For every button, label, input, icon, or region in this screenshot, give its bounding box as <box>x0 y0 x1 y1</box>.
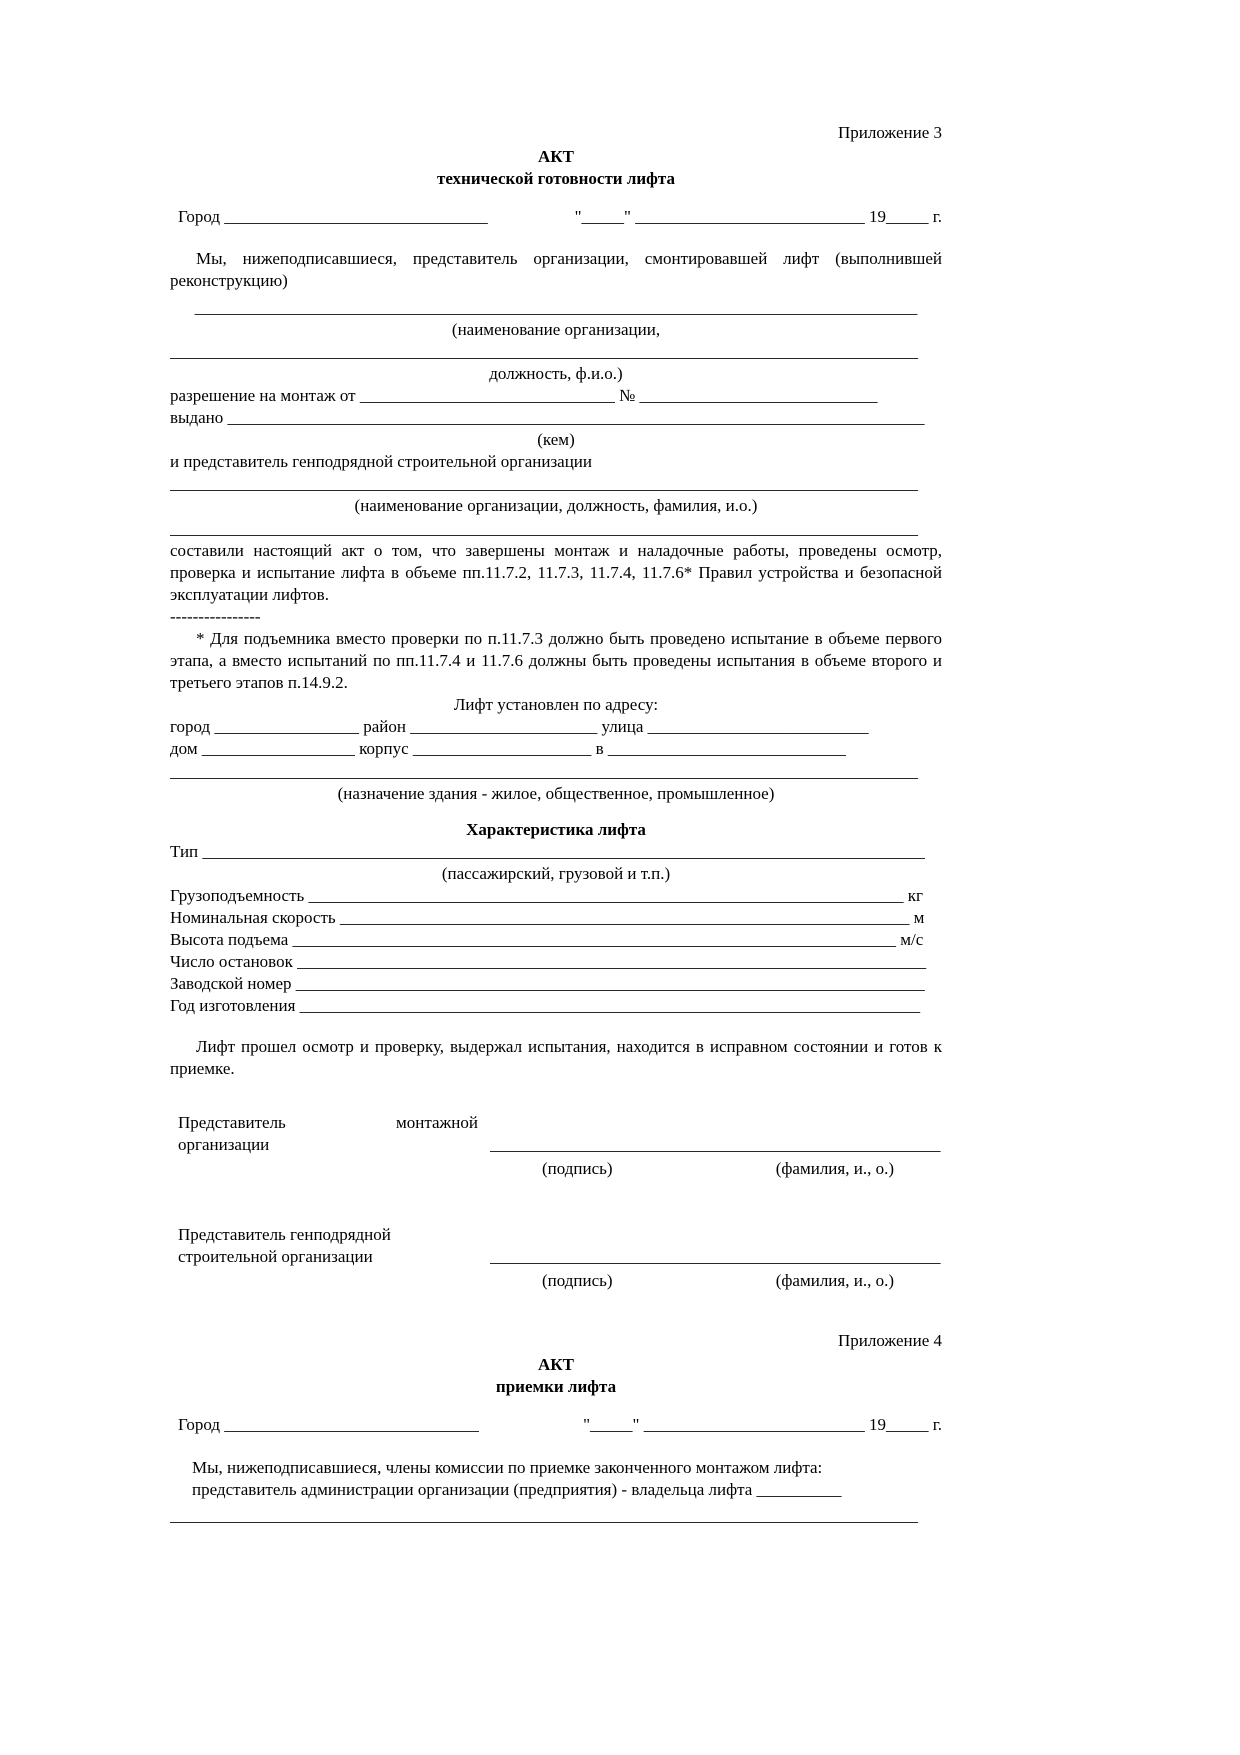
appendix-4-intro <box>170 1457 942 1501</box>
by-whom-caption: (кем) <box>537 430 575 450</box>
signature-block-1 <box>170 1112 942 1180</box>
signer-1-word-1: Представитель <box>178 1112 286 1132</box>
footnote-divider: ---------------- <box>170 606 261 626</box>
city-blank: Город _______________________________ <box>178 207 488 227</box>
issued-line: выдано __________________________________________________________________________________ <box>170 408 925 428</box>
contractor-line: и представитель генподрядной строительной организации <box>170 452 592 472</box>
signer-1-title <box>178 1112 478 1180</box>
intro-paragraph: Мы, нижеподписавшиеся, представитель организации, смонтировавшей лифт (выполнившей реконструкцию) <box>170 249 942 291</box>
signature-block-2 <box>170 1224 942 1292</box>
city-date-row-2 <box>170 1414 942 1436</box>
name-caption: (фамилия, и., о.) <box>775 1271 894 1291</box>
stops-line: Число остановок __________________________________________________________________________ <box>170 952 927 972</box>
act1-title: АКТ <box>538 147 574 167</box>
permit-line: разрешение на монтаж от ______________________________ № ____________________________ <box>170 385 878 405</box>
name-caption: (фамилия, и., о.) <box>775 1158 894 1178</box>
serial-line: Заводской номер __________________________________________________________________________ <box>170 974 925 994</box>
signer-1-signature-area <box>478 1134 942 1180</box>
position-blank-line: ________________________________________________________________________________________ <box>170 341 918 361</box>
signer-1-word-2: монтажной <box>396 1112 478 1132</box>
signature-caption: (подпись) <box>542 1158 613 1178</box>
height-line: Высота подъема _______________________________________________________________________ м/с <box>170 930 924 950</box>
appendix-4-label: Приложение 4 <box>838 1331 942 1351</box>
address-heading: Лифт установлен по адресу: <box>453 695 659 715</box>
characteristics-heading: Характеристика лифта <box>466 819 646 839</box>
signer-2-title <box>178 1224 478 1292</box>
signer-2-signature-area <box>478 1246 942 1292</box>
appendix-4-intro-line-1: Мы, нижеподписавшиеся, члены комиссии по приемке законченного монтажом лифта: <box>192 1457 823 1477</box>
building-purpose-caption: (назначение здания - жилое, общественное, промышленное) <box>337 783 775 803</box>
document-content <box>170 122 942 1527</box>
org-name-blank-line: _____________________________________________________________________________________ <box>194 297 918 317</box>
signer-2-title-line-2: строительной организации <box>178 1247 373 1267</box>
footnote-paragraph: * Для подъемника вместо проверки по п.11.7.3 должно быть проведено испытание в объеме первого этапа, а вместо испытаний по пп.11.7.4 и 11.7.6 должны быть проведены испытания в объеме второго и третьего этапов п.14.9.2. <box>170 628 942 693</box>
appendix-4-intro-line-2: представитель администрации организации (предприятия) - владельца лифта __________ <box>192 1479 842 1499</box>
capacity-line: Грузоподъемность ______________________________________________________________________ кг <box>170 886 923 905</box>
act2-title: АКТ <box>538 1355 574 1375</box>
type-caption: (пассажирский, грузовой и т.п.) <box>441 863 671 883</box>
city-blank: Город ______________________________ <box>178 1415 480 1435</box>
signer-2-captions <box>490 1268 942 1292</box>
signer-2-signature-line: _____________________________________________________ <box>490 1246 941 1266</box>
year-line: Год изготовления _________________________________________________________________________ <box>170 996 921 1016</box>
signer-1-captions <box>490 1156 942 1180</box>
address-line-1: город _________________ район ______________________ улица __________________________ <box>170 717 869 737</box>
type-line: Тип _____________________________________________________________________________________ <box>170 841 925 861</box>
contractor-caption: (наименование организации, должность, фамилия, и.о.) <box>354 496 758 516</box>
date-year-blank: "_____" __________________________ 19_____ г. <box>583 1415 942 1435</box>
act2-subtitle: приемки лифта <box>495 1377 617 1397</box>
position-caption: должность, ф.и.о.) <box>489 363 623 383</box>
signer-1-signature-line: _____________________________________________________ <box>490 1134 941 1154</box>
date-year-blank: "_____" ___________________________ 19_____ г. <box>574 207 942 227</box>
body-paragraph: составили настоящий акт о том, что завершены монтаж и наладочные работы, проведены осмотр, проверка и испытание лифта в объеме пп.11.7.2, 11.7.3, 11.7.4, 11.7.6* Правил устройства и безопасной эксплуатации лифтов. <box>170 540 942 604</box>
signer-1-title-line-1 <box>178 1112 478 1134</box>
appendix-4-blank-line: ________________________________________________________________________________________ <box>170 1505 918 1525</box>
appendix-3-label: Приложение 3 <box>838 123 942 142</box>
conclusion-paragraph: Лифт прошел осмотр и проверку, выдержал испытания, находится в исправном состоянии и готов к приемке. <box>170 1036 942 1078</box>
city-date-row-1 <box>170 206 942 228</box>
address-line-2: дом __________________ корпус _____________________ в ____________________________ <box>170 739 846 759</box>
org-name-caption: (наименование организации, <box>451 319 661 339</box>
signer-2-title-line-1: Представитель генподрядной <box>178 1224 391 1244</box>
speed-line: Номинальная скорость ___________________________________________________________________ м <box>170 908 925 928</box>
signer-1-title-line-2: организации <box>178 1134 270 1154</box>
contractor-blank-line-2: ________________________________________________________________________________________ <box>170 518 918 538</box>
contractor-blank-line: ________________________________________________________________________________________ <box>170 474 918 494</box>
act1-subtitle: технической готовности лифта <box>437 169 675 189</box>
signature-caption: (подпись) <box>542 1271 613 1291</box>
address-blank-line: ________________________________________________________________________________________ <box>170 761 918 781</box>
